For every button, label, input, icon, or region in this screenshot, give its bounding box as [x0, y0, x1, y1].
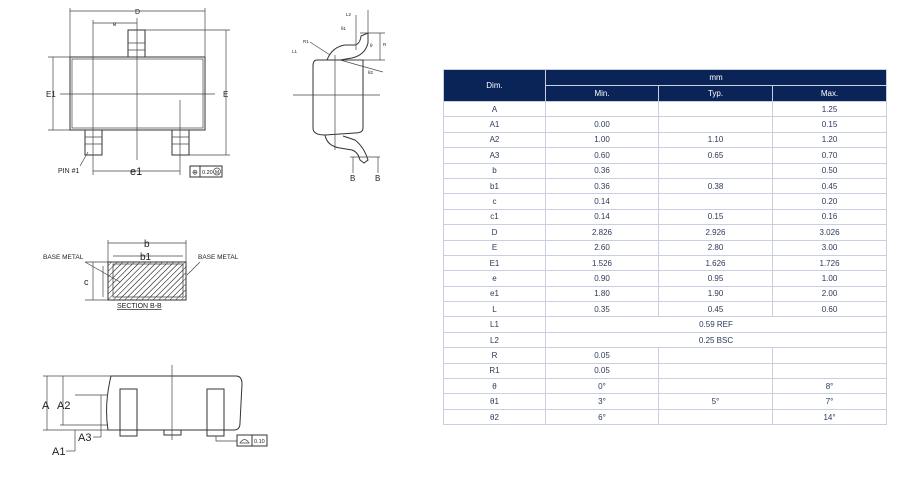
cell-dim: A1: [444, 117, 546, 132]
dim-label-L1: L1: [292, 49, 298, 54]
cell-min: 0°: [546, 379, 659, 394]
cell-typ: 1.90: [659, 286, 773, 301]
table-row: [444, 194, 887, 209]
cell-typ: [659, 409, 773, 424]
flatness-profile-icon: [240, 440, 249, 444]
dim-label-theta1: θ1: [341, 26, 347, 31]
cell-max: [773, 363, 887, 378]
cell-min: 0.05: [546, 348, 659, 363]
cell-dim: D: [444, 225, 546, 240]
dim-label-e: e: [113, 22, 117, 28]
cell-max: 14°: [773, 409, 887, 424]
cell-max: 1.726: [773, 255, 887, 270]
cell-max: 0.45: [773, 178, 887, 193]
dim-label-theta: θ: [370, 43, 373, 48]
dim-label-theta2: θ2: [368, 70, 374, 75]
cell-dim: R1: [444, 363, 546, 378]
cell-dim: θ: [444, 379, 546, 394]
table-row: [444, 363, 887, 378]
table-row: [444, 348, 887, 363]
header-dim: Dim.: [444, 70, 546, 102]
dim-label-E: E: [223, 90, 229, 99]
cell-min: 0.36: [546, 178, 659, 193]
table-row: [444, 163, 887, 178]
cell-dim: L1: [444, 317, 546, 332]
table-row: [444, 148, 887, 163]
dim-label-b: b: [144, 239, 150, 250]
pin1-label: PIN #1: [58, 168, 80, 175]
cell-min: 0.14: [546, 209, 659, 224]
cell-max: 1.25: [773, 102, 887, 117]
dim-label-c: c: [84, 277, 89, 287]
cell-max: 0.15: [773, 117, 887, 132]
dim-label-L2: L2: [346, 12, 352, 17]
section-mark-right: B: [375, 174, 381, 183]
cell-min: 0.00: [546, 117, 659, 132]
cell-dim: b: [444, 163, 546, 178]
cell-typ: 0.38: [659, 178, 773, 193]
table-row: [444, 117, 887, 132]
dim-label-A2: A2: [57, 400, 71, 412]
top-view: [46, 8, 230, 178]
cell-typ: [659, 363, 773, 378]
cell-typ: 0.45: [659, 302, 773, 317]
cell-dim: θ1: [444, 394, 546, 409]
cell-typ: 1.626: [659, 255, 773, 270]
cell-min: 0.14: [546, 194, 659, 209]
header-typ: Typ.: [659, 86, 773, 102]
side-view: [292, 10, 387, 183]
cell-dim: E1: [444, 255, 546, 270]
cell-min: 0.36: [546, 163, 659, 178]
table-row: [444, 394, 887, 409]
package-outline-drawing: [0, 0, 440, 479]
mmc-modifier: M: [215, 170, 220, 176]
cell-max: 0.70: [773, 148, 887, 163]
cell-dim: A: [444, 102, 546, 117]
cell-min: 0.90: [546, 271, 659, 286]
cell-max: 1.00: [773, 271, 887, 286]
dim-label-e1: e1: [130, 166, 143, 178]
cell-dim: c1: [444, 209, 546, 224]
dim-label-A3: A3: [78, 432, 92, 444]
position-tolerance: 0.20: [202, 170, 213, 176]
cell-min: 0.35: [546, 302, 659, 317]
table-row: [444, 225, 887, 240]
table-row: [444, 102, 887, 117]
section-mark-left: B: [350, 174, 356, 183]
cell-span: 0.25 BSC: [546, 332, 887, 347]
section-title: SECTION B-B: [117, 303, 162, 310]
dim-label-A: A: [42, 400, 50, 412]
cell-typ: [659, 194, 773, 209]
cell-typ: [659, 102, 773, 117]
cell-typ: 2.80: [659, 240, 773, 255]
table-row: [444, 379, 887, 394]
cell-max: [773, 348, 887, 363]
cell-typ: [659, 379, 773, 394]
section-view: [43, 239, 239, 310]
cell-max: 0.16: [773, 209, 887, 224]
table-row: [444, 286, 887, 301]
table-row: [444, 332, 887, 347]
table-row: [444, 132, 887, 147]
cell-max: 3.00: [773, 240, 887, 255]
cell-typ: 0.95: [659, 271, 773, 286]
cell-max: 1.20: [773, 132, 887, 147]
cell-dim: e1: [444, 286, 546, 301]
dim-label-D: D: [135, 9, 141, 16]
cell-dim: b1: [444, 178, 546, 193]
cell-max: 7°: [773, 394, 887, 409]
cell-min: 3°: [546, 394, 659, 409]
cell-dim: L: [444, 302, 546, 317]
table-row: [444, 255, 887, 270]
cell-typ: [659, 348, 773, 363]
cell-min: 2.60: [546, 240, 659, 255]
cell-dim: θ2: [444, 409, 546, 424]
cell-dim: A2: [444, 132, 546, 147]
cell-max: 0.60: [773, 302, 887, 317]
cell-dim: e: [444, 271, 546, 286]
front-view: [42, 365, 267, 458]
cell-max: 3.026: [773, 225, 887, 240]
table-row: [444, 317, 887, 332]
dimensions-table: [443, 69, 887, 425]
cell-typ: 5°: [659, 394, 773, 409]
cell-min: 1.80: [546, 286, 659, 301]
cell-typ: 0.15: [659, 209, 773, 224]
base-metal-label-right: BASE METAL: [198, 254, 239, 261]
base-metal-label-left: BASE METAL: [43, 254, 84, 261]
table-row: [444, 209, 887, 224]
table-row: [444, 240, 887, 255]
cell-min: 0.05: [546, 363, 659, 378]
table-row: [444, 409, 887, 424]
cell-min: [546, 102, 659, 117]
cell-max: 0.20: [773, 194, 887, 209]
cell-min: 2.826: [546, 225, 659, 240]
cell-max: 0.50: [773, 163, 887, 178]
header-min: Min.: [546, 86, 659, 102]
cell-max: 8°: [773, 379, 887, 394]
cell-dim: E: [444, 240, 546, 255]
dim-label-A1: A1: [52, 446, 66, 458]
table-row: [444, 271, 887, 286]
cell-min: 1.00: [546, 132, 659, 147]
cell-dim: A3: [444, 148, 546, 163]
table-body: [444, 102, 887, 425]
cell-typ: [659, 117, 773, 132]
header-max: Max.: [773, 86, 887, 102]
cell-dim: R: [444, 348, 546, 363]
header-unit: mm: [546, 70, 887, 86]
cell-min: 0.60: [546, 148, 659, 163]
table-row: [444, 178, 887, 193]
dim-label-R: R: [383, 42, 387, 47]
cell-max: 2.00: [773, 286, 887, 301]
cell-typ: 0.65: [659, 148, 773, 163]
cell-dim: c: [444, 194, 546, 209]
flatness-tolerance: 0.10: [254, 439, 265, 445]
cell-min: 6°: [546, 409, 659, 424]
dim-label-R1: R1: [303, 39, 309, 44]
cell-typ: 2.926: [659, 225, 773, 240]
cell-dim: L2: [444, 332, 546, 347]
dim-label-b1: b1: [140, 252, 152, 263]
cell-min: 1.526: [546, 255, 659, 270]
cell-typ: 1.10: [659, 132, 773, 147]
position-icon: ⊕: [192, 169, 198, 177]
dim-label-E1: E1: [46, 90, 56, 99]
cell-typ: [659, 163, 773, 178]
table-row: [444, 302, 887, 317]
cell-span: 0.59 REF: [546, 317, 887, 332]
